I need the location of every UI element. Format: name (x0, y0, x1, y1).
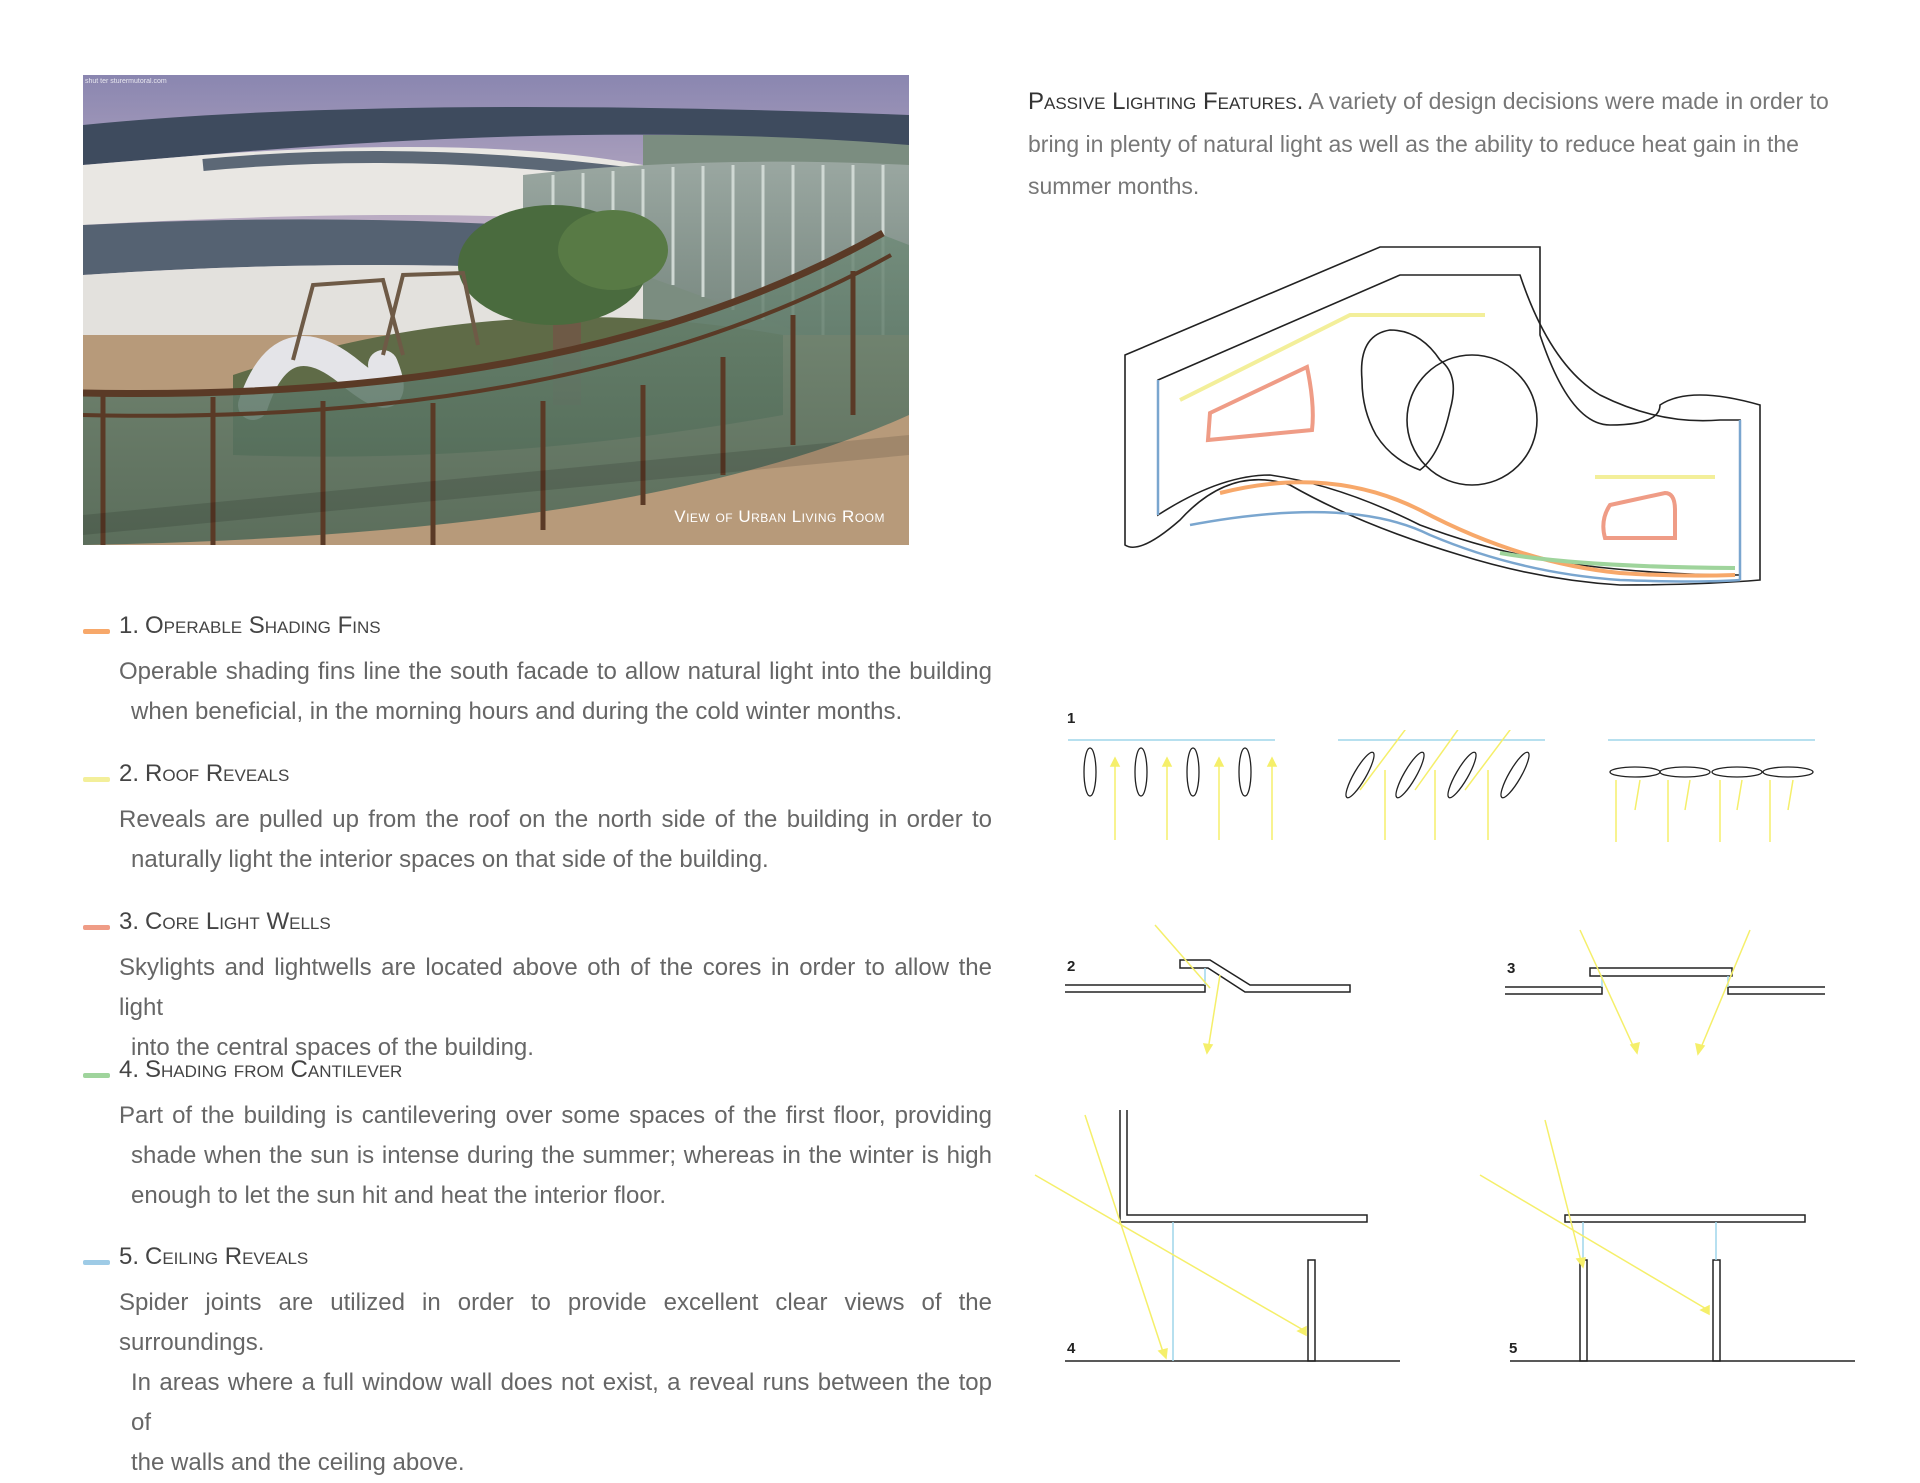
feature-description: Part of the building is cantilevering over some spaces of the first floor, providing shade when the sun is intense during the summer; whereas in the winter is high enough to let the sun hit and heat the interior floor. (119, 1102, 992, 1209)
legend-swatch-orange (83, 629, 110, 634)
feature-description: Operable shading fins line the south facade to allow natural light into the building when beneficial, in the morning hours and during the cold winter months. (119, 658, 992, 725)
core-lightwell-diagram (1500, 925, 1830, 1060)
feature-description: Skylights and lightwells are located above oth of the cores in order to allow the light into the central spaces of the building. (119, 954, 992, 1061)
feature-title: 1. Operable Shading Fins (119, 612, 381, 639)
intro-lead: Passive Lighting Features. (1028, 88, 1304, 115)
rendering-watermark: shut ter sturermutoral.com (85, 78, 167, 85)
building-plan-diagram (1100, 235, 1820, 605)
legend-swatch-salmon (83, 925, 110, 930)
rendering-caption: View of Urban Living Room (674, 507, 885, 526)
feature-description: Spider joints are utilized in order to provide excellent clear views of the surroundings. In areas where a full window wall does not exist, a reveal runs between the top of the walls and the ceiling above. (119, 1289, 992, 1476)
legend-swatch-blue (83, 1260, 110, 1265)
feature-title: 4. Shading from Cantilever (119, 1056, 403, 1083)
diagram-5-label: 5 (1509, 1340, 1518, 1357)
feature-description: Reveals are pulled up from the roof on the north side of the building in order to naturally light the interior spaces on that side of the building. (119, 806, 992, 873)
legend-swatch-green (83, 1073, 110, 1078)
feature-title: 3. Core Light Wells (119, 908, 331, 935)
feature-title: 5. Ceiling Reveals (119, 1243, 309, 1270)
diagram-4-label: 4 (1067, 1340, 1076, 1357)
roof-reveal-diagram (1060, 920, 1360, 1060)
legend-swatch-yellow (83, 777, 110, 782)
diagram-3-label: 3 (1507, 960, 1516, 977)
fins-diagram (1060, 730, 1820, 850)
rendering-image (83, 75, 909, 545)
feature-title: 2. Roof Reveals (119, 760, 290, 787)
diagram-2-label: 2 (1067, 958, 1076, 975)
intro-text: A variety of design decisions were made in order to bring in plenty of natural light as well as the ability to reduce heat gain in the summer months. (1028, 88, 1829, 199)
intro-paragraph (1028, 80, 1858, 207)
ceiling-reveal-diagram (1475, 1105, 1865, 1375)
urban-living-room-rendering (83, 75, 909, 545)
cantilever-diagram (1030, 1105, 1410, 1375)
diagram-1-label: 1 (1067, 710, 1076, 727)
